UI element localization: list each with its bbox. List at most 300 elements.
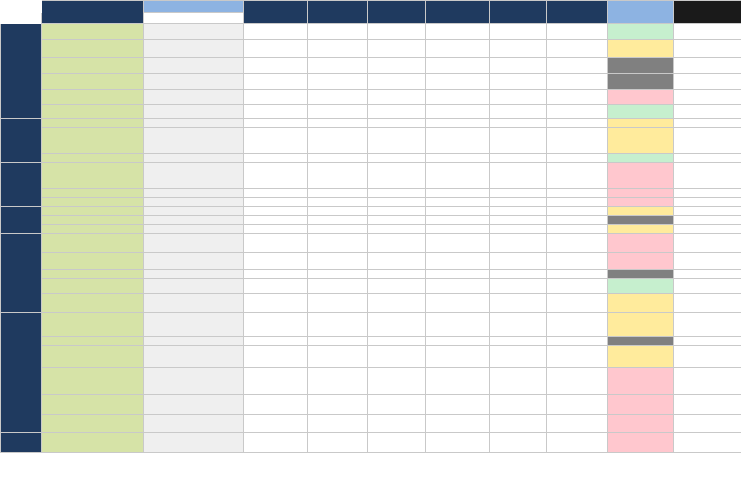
security-average-cell[interactable] bbox=[608, 128, 674, 154]
archiving-cell[interactable] bbox=[490, 58, 547, 74]
creation-cell[interactable] bbox=[244, 24, 308, 40]
initiative-cell[interactable] bbox=[674, 128, 741, 154]
storage-cell[interactable] bbox=[308, 74, 368, 90]
initiative-cell[interactable] bbox=[674, 368, 741, 395]
storage-cell[interactable] bbox=[308, 198, 368, 207]
transmission-cell[interactable] bbox=[426, 105, 490, 119]
iso-reference-cell[interactable] bbox=[144, 395, 244, 415]
destruction-cell[interactable] bbox=[547, 433, 608, 453]
usage-cell[interactable] bbox=[368, 40, 426, 58]
destruction-cell[interactable] bbox=[547, 346, 608, 368]
security-average-cell[interactable] bbox=[608, 253, 674, 270]
security-average-cell[interactable] bbox=[608, 40, 674, 58]
creation-cell[interactable] bbox=[244, 154, 308, 163]
security-average-cell[interactable] bbox=[608, 207, 674, 216]
table-row bbox=[1, 279, 741, 294]
transmission-cell[interactable] bbox=[426, 313, 490, 337]
table-row bbox=[1, 119, 741, 128]
archiving-cell[interactable] bbox=[490, 74, 547, 90]
archiving-cell[interactable] bbox=[490, 234, 547, 253]
category-cell[interactable] bbox=[1, 163, 42, 207]
creation-cell[interactable] bbox=[244, 368, 308, 395]
storage-cell[interactable] bbox=[308, 313, 368, 337]
table-row bbox=[1, 207, 741, 216]
storage-cell[interactable] bbox=[308, 154, 368, 163]
destruction-cell[interactable] bbox=[547, 337, 608, 346]
creation-cell[interactable] bbox=[244, 313, 308, 337]
storage-cell[interactable] bbox=[308, 40, 368, 58]
transmission-cell[interactable] bbox=[426, 225, 490, 234]
initiative-cell[interactable] bbox=[674, 105, 741, 119]
storage-cell[interactable] bbox=[308, 433, 368, 453]
archiving-cell[interactable] bbox=[490, 105, 547, 119]
transmission-cell[interactable] bbox=[426, 154, 490, 163]
transmission-cell[interactable] bbox=[426, 128, 490, 154]
usage-cell[interactable] bbox=[368, 198, 426, 207]
creation-cell[interactable] bbox=[244, 189, 308, 198]
header-iso[interactable] bbox=[144, 13, 244, 24]
creation-cell[interactable] bbox=[244, 216, 308, 225]
iso-reference-cell[interactable] bbox=[144, 368, 244, 395]
security-average-cell[interactable] bbox=[608, 313, 674, 337]
archiving-cell[interactable] bbox=[490, 433, 547, 453]
usage-cell[interactable] bbox=[368, 189, 426, 198]
header-usage[interactable] bbox=[368, 1, 426, 24]
security-average-cell[interactable] bbox=[608, 415, 674, 433]
control-name-cell[interactable] bbox=[42, 368, 144, 395]
usage-cell[interactable] bbox=[368, 225, 426, 234]
archiving-cell[interactable] bbox=[490, 207, 547, 216]
iso-reference-cell[interactable] bbox=[144, 74, 244, 90]
archiving-cell[interactable] bbox=[490, 346, 547, 368]
header-destruction[interactable] bbox=[547, 1, 608, 24]
creation-cell[interactable] bbox=[244, 40, 308, 58]
storage-cell[interactable] bbox=[308, 234, 368, 253]
destruction-cell[interactable] bbox=[547, 225, 608, 234]
destruction-cell[interactable] bbox=[547, 58, 608, 74]
header-compliance-framework[interactable] bbox=[144, 1, 244, 13]
archiving-cell[interactable] bbox=[490, 313, 547, 337]
destruction-cell[interactable] bbox=[547, 74, 608, 90]
archiving-cell[interactable] bbox=[490, 154, 547, 163]
header-security-average[interactable] bbox=[608, 1, 674, 24]
usage-cell[interactable] bbox=[368, 368, 426, 395]
control-name-cell[interactable] bbox=[42, 253, 144, 270]
header-creation[interactable] bbox=[244, 1, 308, 24]
storage-cell[interactable] bbox=[308, 270, 368, 279]
storage-cell[interactable] bbox=[308, 279, 368, 294]
transmission-cell[interactable] bbox=[426, 253, 490, 270]
archiving-cell[interactable] bbox=[490, 198, 547, 207]
creation-cell[interactable] bbox=[244, 346, 308, 368]
transmission-cell[interactable] bbox=[426, 346, 490, 368]
transmission-cell[interactable] bbox=[426, 395, 490, 415]
transmission-cell[interactable] bbox=[426, 58, 490, 74]
archiving-cell[interactable] bbox=[490, 270, 547, 279]
usage-cell[interactable] bbox=[368, 253, 426, 270]
usage-cell[interactable] bbox=[368, 216, 426, 225]
category-cell[interactable] bbox=[1, 313, 42, 433]
destruction-cell[interactable] bbox=[547, 189, 608, 198]
security-average-cell[interactable] bbox=[608, 105, 674, 119]
transmission-cell[interactable] bbox=[426, 279, 490, 294]
iso-reference-cell[interactable] bbox=[144, 234, 244, 253]
destruction-cell[interactable] bbox=[547, 395, 608, 415]
iso-reference-cell[interactable] bbox=[144, 294, 244, 313]
security-average-cell[interactable] bbox=[608, 234, 674, 253]
security-average-cell[interactable] bbox=[608, 90, 674, 105]
iso-reference-cell[interactable] bbox=[144, 105, 244, 119]
iso-reference-cell[interactable] bbox=[144, 253, 244, 270]
iso-reference-cell[interactable] bbox=[144, 154, 244, 163]
archiving-cell[interactable] bbox=[490, 225, 547, 234]
transmission-cell[interactable] bbox=[426, 433, 490, 453]
control-name-cell[interactable] bbox=[42, 198, 144, 207]
usage-cell[interactable] bbox=[368, 234, 426, 253]
security-average-cell[interactable] bbox=[608, 270, 674, 279]
control-name-cell[interactable] bbox=[42, 225, 144, 234]
iso-reference-cell[interactable] bbox=[144, 270, 244, 279]
iso-reference-cell[interactable] bbox=[144, 433, 244, 453]
usage-cell[interactable] bbox=[368, 433, 426, 453]
table-row bbox=[1, 189, 741, 198]
initiative-cell[interactable] bbox=[674, 90, 741, 105]
creation-cell[interactable] bbox=[244, 279, 308, 294]
storage-cell[interactable] bbox=[308, 337, 368, 346]
creation-cell[interactable] bbox=[244, 105, 308, 119]
storage-cell[interactable] bbox=[308, 294, 368, 313]
header-storage[interactable] bbox=[308, 1, 368, 24]
control-name-cell[interactable] bbox=[42, 154, 144, 163]
control-name-cell[interactable] bbox=[42, 74, 144, 90]
destruction-cell[interactable] bbox=[547, 234, 608, 253]
security-average-cell[interactable] bbox=[608, 189, 674, 198]
creation-cell[interactable] bbox=[244, 294, 308, 313]
control-name-cell[interactable] bbox=[42, 433, 144, 453]
destruction-cell[interactable] bbox=[547, 415, 608, 433]
archiving-cell[interactable] bbox=[490, 294, 547, 313]
archiving-cell[interactable] bbox=[490, 337, 547, 346]
iso-reference-cell[interactable] bbox=[144, 40, 244, 58]
transmission-cell[interactable] bbox=[426, 415, 490, 433]
iso-reference-cell[interactable] bbox=[144, 346, 244, 368]
initiative-cell[interactable] bbox=[674, 253, 741, 270]
archiving-cell[interactable] bbox=[490, 368, 547, 395]
creation-cell[interactable] bbox=[244, 198, 308, 207]
storage-cell[interactable] bbox=[308, 128, 368, 154]
category-cell[interactable] bbox=[1, 207, 42, 234]
security-average-cell[interactable] bbox=[608, 337, 674, 346]
usage-cell[interactable] bbox=[368, 24, 426, 40]
security-average-cell[interactable] bbox=[608, 294, 674, 313]
destruction-cell[interactable] bbox=[547, 105, 608, 119]
security-average-cell[interactable] bbox=[608, 24, 674, 40]
initiative-cell[interactable] bbox=[674, 58, 741, 74]
iso-reference-cell[interactable] bbox=[144, 337, 244, 346]
archiving-cell[interactable] bbox=[490, 253, 547, 270]
creation-cell[interactable] bbox=[244, 90, 308, 105]
iso-reference-cell[interactable] bbox=[144, 216, 244, 225]
destruction-cell[interactable] bbox=[547, 294, 608, 313]
initiative-cell[interactable] bbox=[674, 24, 741, 40]
header-control-list[interactable] bbox=[42, 1, 144, 24]
iso-reference-cell[interactable] bbox=[144, 128, 244, 154]
initiative-cell[interactable] bbox=[674, 279, 741, 294]
destruction-cell[interactable] bbox=[547, 313, 608, 337]
control-name-cell[interactable] bbox=[42, 234, 144, 253]
storage-cell[interactable] bbox=[308, 346, 368, 368]
storage-cell[interactable] bbox=[308, 163, 368, 189]
storage-cell[interactable] bbox=[308, 395, 368, 415]
initiative-cell[interactable] bbox=[674, 216, 741, 225]
creation-cell[interactable] bbox=[244, 270, 308, 279]
control-name-cell[interactable] bbox=[42, 24, 144, 40]
control-name-cell[interactable] bbox=[42, 40, 144, 58]
usage-cell[interactable] bbox=[368, 119, 426, 128]
security-average-cell[interactable] bbox=[608, 198, 674, 207]
category-cell[interactable] bbox=[1, 234, 42, 313]
initiative-cell[interactable] bbox=[674, 74, 741, 90]
usage-cell[interactable] bbox=[368, 313, 426, 337]
creation-cell[interactable] bbox=[244, 415, 308, 433]
archiving-cell[interactable] bbox=[490, 395, 547, 415]
security-average-cell[interactable] bbox=[608, 119, 674, 128]
iso-reference-cell[interactable] bbox=[144, 24, 244, 40]
control-name-cell[interactable] bbox=[42, 119, 144, 128]
transmission-cell[interactable] bbox=[426, 189, 490, 198]
security-average-cell[interactable] bbox=[608, 346, 674, 368]
usage-cell[interactable] bbox=[368, 90, 426, 105]
initiative-cell[interactable] bbox=[674, 337, 741, 346]
creation-cell[interactable] bbox=[244, 433, 308, 453]
initiative-cell[interactable] bbox=[674, 433, 741, 453]
transmission-cell[interactable] bbox=[426, 337, 490, 346]
security-average-cell[interactable] bbox=[608, 216, 674, 225]
transmission-cell[interactable] bbox=[426, 163, 490, 189]
iso-reference-cell[interactable] bbox=[144, 58, 244, 74]
storage-cell[interactable] bbox=[308, 105, 368, 119]
table-row bbox=[1, 198, 741, 207]
archiving-cell[interactable] bbox=[490, 279, 547, 294]
storage-cell[interactable] bbox=[308, 58, 368, 74]
table-row bbox=[1, 270, 741, 279]
storage-cell[interactable] bbox=[308, 207, 368, 216]
usage-cell[interactable] bbox=[368, 395, 426, 415]
control-name-cell[interactable] bbox=[42, 207, 144, 216]
storage-cell[interactable] bbox=[308, 225, 368, 234]
transmission-cell[interactable] bbox=[426, 74, 490, 90]
transmission-cell[interactable] bbox=[426, 90, 490, 105]
table-row bbox=[1, 74, 741, 90]
usage-cell[interactable] bbox=[368, 128, 426, 154]
destruction-cell[interactable] bbox=[547, 40, 608, 58]
iso-reference-cell[interactable] bbox=[144, 415, 244, 433]
transmission-cell[interactable] bbox=[426, 234, 490, 253]
initiative-cell[interactable] bbox=[674, 119, 741, 128]
creation-cell[interactable] bbox=[244, 207, 308, 216]
usage-cell[interactable] bbox=[368, 74, 426, 90]
initiative-cell[interactable] bbox=[674, 198, 741, 207]
destruction-cell[interactable] bbox=[547, 154, 608, 163]
storage-cell[interactable] bbox=[308, 368, 368, 395]
control-name-cell[interactable] bbox=[42, 90, 144, 105]
archiving-cell[interactable] bbox=[490, 24, 547, 40]
usage-cell[interactable] bbox=[368, 346, 426, 368]
security-average-cell[interactable] bbox=[608, 279, 674, 294]
creation-cell[interactable] bbox=[244, 337, 308, 346]
table-row bbox=[1, 337, 741, 346]
creation-cell[interactable] bbox=[244, 225, 308, 234]
security-average-cell[interactable] bbox=[608, 395, 674, 415]
storage-cell[interactable] bbox=[308, 216, 368, 225]
storage-cell[interactable] bbox=[308, 253, 368, 270]
initiative-cell[interactable] bbox=[674, 313, 741, 337]
archiving-cell[interactable] bbox=[490, 415, 547, 433]
control-name-cell[interactable] bbox=[42, 270, 144, 279]
control-name-cell[interactable] bbox=[42, 313, 144, 337]
control-name-cell[interactable] bbox=[42, 189, 144, 198]
iso-reference-cell[interactable] bbox=[144, 198, 244, 207]
initiative-cell[interactable] bbox=[674, 346, 741, 368]
storage-cell[interactable] bbox=[308, 24, 368, 40]
usage-cell[interactable] bbox=[368, 207, 426, 216]
usage-cell[interactable] bbox=[368, 279, 426, 294]
storage-cell[interactable] bbox=[308, 189, 368, 198]
transmission-cell[interactable] bbox=[426, 40, 490, 58]
destruction-cell[interactable] bbox=[547, 90, 608, 105]
creation-cell[interactable] bbox=[244, 74, 308, 90]
creation-cell[interactable] bbox=[244, 253, 308, 270]
transmission-cell[interactable] bbox=[426, 368, 490, 395]
usage-cell[interactable] bbox=[368, 58, 426, 74]
initiative-cell[interactable] bbox=[674, 163, 741, 189]
control-name-cell[interactable] bbox=[42, 279, 144, 294]
control-name-cell[interactable] bbox=[42, 346, 144, 368]
security-average-cell[interactable] bbox=[608, 433, 674, 453]
category-cell[interactable] bbox=[1, 24, 42, 119]
control-name-cell[interactable] bbox=[42, 415, 144, 433]
table-row bbox=[1, 294, 741, 313]
archiving-cell[interactable] bbox=[490, 90, 547, 105]
transmission-cell[interactable] bbox=[426, 207, 490, 216]
iso-reference-cell[interactable] bbox=[144, 119, 244, 128]
destruction-cell[interactable] bbox=[547, 216, 608, 225]
initiative-cell[interactable] bbox=[674, 154, 741, 163]
destruction-cell[interactable] bbox=[547, 368, 608, 395]
creation-cell[interactable] bbox=[244, 58, 308, 74]
destruction-cell[interactable] bbox=[547, 128, 608, 154]
security-average-cell[interactable] bbox=[608, 154, 674, 163]
iso-reference-cell[interactable] bbox=[144, 207, 244, 216]
transmission-cell[interactable] bbox=[426, 270, 490, 279]
usage-cell[interactable] bbox=[368, 163, 426, 189]
initiative-cell[interactable] bbox=[674, 40, 741, 58]
iso-reference-cell[interactable] bbox=[144, 163, 244, 189]
iso-reference-cell[interactable] bbox=[144, 313, 244, 337]
security-average-cell[interactable] bbox=[608, 163, 674, 189]
destruction-cell[interactable] bbox=[547, 24, 608, 40]
initiative-cell[interactable] bbox=[674, 207, 741, 216]
header-archiving[interactable] bbox=[490, 1, 547, 24]
control-name-cell[interactable] bbox=[42, 294, 144, 313]
usage-cell[interactable] bbox=[368, 415, 426, 433]
control-name-cell[interactable] bbox=[42, 128, 144, 154]
iso-reference-cell[interactable] bbox=[144, 90, 244, 105]
destruction-cell[interactable] bbox=[547, 207, 608, 216]
initiative-cell[interactable] bbox=[674, 415, 741, 433]
control-name-cell[interactable] bbox=[42, 163, 144, 189]
destruction-cell[interactable] bbox=[547, 270, 608, 279]
table-row bbox=[1, 395, 741, 415]
storage-cell[interactable] bbox=[308, 415, 368, 433]
initiative-cell[interactable] bbox=[674, 294, 741, 313]
storage-cell[interactable] bbox=[308, 90, 368, 105]
archiving-cell[interactable] bbox=[490, 163, 547, 189]
creation-cell[interactable] bbox=[244, 395, 308, 415]
usage-cell[interactable] bbox=[368, 270, 426, 279]
storage-cell[interactable] bbox=[308, 119, 368, 128]
destruction-cell[interactable] bbox=[547, 198, 608, 207]
usage-cell[interactable] bbox=[368, 337, 426, 346]
iso-reference-cell[interactable] bbox=[144, 189, 244, 198]
control-name-cell[interactable] bbox=[42, 105, 144, 119]
control-name-cell[interactable] bbox=[42, 58, 144, 74]
destruction-cell[interactable] bbox=[547, 279, 608, 294]
category-cell[interactable] bbox=[1, 119, 42, 163]
security-average-cell[interactable] bbox=[608, 58, 674, 74]
archiving-cell[interactable] bbox=[490, 40, 547, 58]
initiative-cell[interactable] bbox=[674, 189, 741, 198]
destruction-cell[interactable] bbox=[547, 163, 608, 189]
security-average-cell[interactable] bbox=[608, 225, 674, 234]
creation-cell[interactable] bbox=[244, 234, 308, 253]
archiving-cell[interactable] bbox=[490, 119, 547, 128]
creation-cell[interactable] bbox=[244, 163, 308, 189]
usage-cell[interactable] bbox=[368, 294, 426, 313]
transmission-cell[interactable] bbox=[426, 294, 490, 313]
initiative-cell[interactable] bbox=[674, 225, 741, 234]
transmission-cell[interactable] bbox=[426, 216, 490, 225]
security-average-cell[interactable] bbox=[608, 74, 674, 90]
transmission-cell[interactable] bbox=[426, 24, 490, 40]
iso-reference-cell[interactable] bbox=[144, 225, 244, 234]
transmission-cell[interactable] bbox=[426, 119, 490, 128]
header-initiatives[interactable] bbox=[674, 1, 741, 24]
table-row bbox=[1, 216, 741, 225]
creation-cell[interactable] bbox=[244, 128, 308, 154]
security-average-cell[interactable] bbox=[608, 368, 674, 395]
initiative-cell[interactable] bbox=[674, 234, 741, 253]
control-name-cell[interactable] bbox=[42, 216, 144, 225]
control-name-cell[interactable] bbox=[42, 337, 144, 346]
archiving-cell[interactable] bbox=[490, 128, 547, 154]
destruction-cell[interactable] bbox=[547, 253, 608, 270]
initiative-cell[interactable] bbox=[674, 395, 741, 415]
archiving-cell[interactable] bbox=[490, 189, 547, 198]
category-cell[interactable] bbox=[1, 433, 42, 453]
header-transmission[interactable] bbox=[426, 1, 490, 24]
initiative-cell[interactable] bbox=[674, 270, 741, 279]
transmission-cell[interactable] bbox=[426, 198, 490, 207]
control-name-cell[interactable] bbox=[42, 395, 144, 415]
iso-reference-cell[interactable] bbox=[144, 279, 244, 294]
usage-cell[interactable] bbox=[368, 105, 426, 119]
destruction-cell[interactable] bbox=[547, 119, 608, 128]
creation-cell[interactable] bbox=[244, 119, 308, 128]
usage-cell[interactable] bbox=[368, 154, 426, 163]
archiving-cell[interactable] bbox=[490, 216, 547, 225]
table-row bbox=[1, 415, 741, 433]
